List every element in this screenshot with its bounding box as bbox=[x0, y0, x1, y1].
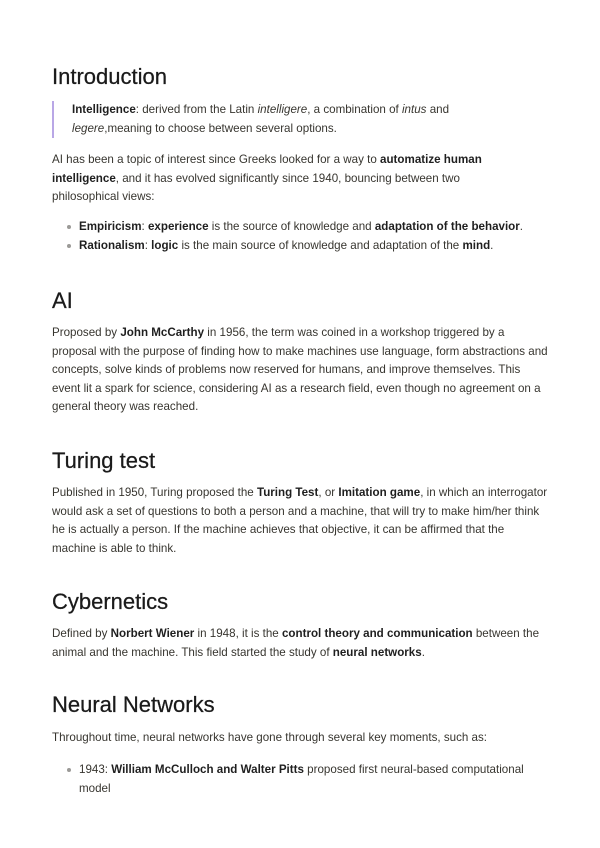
text-segment: . bbox=[490, 238, 494, 252]
bold-phrase: experience bbox=[147, 220, 209, 233]
cybernetics-paragraph bbox=[52, 625, 548, 662]
introduction-heading: Introduction bbox=[52, 64, 167, 89]
quote-text bbox=[72, 101, 548, 138]
list-item-1943 bbox=[52, 761, 548, 798]
bold-phrase: logic bbox=[151, 238, 179, 252]
bold-phrase: John McCarthy bbox=[120, 326, 205, 339]
cybernetics-heading: Cybernetics bbox=[52, 589, 169, 614]
neural-networks-heading: Neural Networks bbox=[52, 692, 215, 717]
bold-phrase: William McCulloch and Walter Pitts bbox=[111, 763, 304, 776]
introduction-paragraph bbox=[52, 151, 522, 207]
key-moments-list bbox=[52, 761, 548, 798]
bold-phrase: Imitation game bbox=[338, 486, 421, 499]
view-name: Rationalism bbox=[79, 238, 145, 252]
text-segment: Defined by bbox=[52, 627, 111, 640]
quote-text-segment: , a combination of bbox=[307, 103, 402, 116]
text-segment: , or bbox=[318, 486, 339, 499]
intelligence-quote bbox=[52, 101, 548, 138]
text-segment: in 1948, it is the bbox=[194, 627, 282, 640]
text-segment: is the source of knowledge and bbox=[208, 220, 375, 233]
text-segment: proposed first neural-based computational model bbox=[79, 763, 524, 795]
text-segment: AI has been a topic of interest since Greeks looked for a way to bbox=[52, 153, 381, 166]
bold-phrase: adaptation of the behavior bbox=[374, 220, 520, 233]
quote-term: Intelligence bbox=[72, 103, 136, 116]
bold-phrase: control theory and communication bbox=[281, 627, 473, 640]
text-segment: : bbox=[144, 238, 152, 252]
list-item-rationalism bbox=[52, 237, 548, 256]
bold-phrase: Turing Test bbox=[256, 486, 319, 499]
text-segment: between the animal and the machine. This field started the study of bbox=[52, 627, 540, 659]
philosophical-views-list bbox=[52, 218, 548, 255]
latin-word: legere bbox=[72, 121, 105, 135]
text-segment: . bbox=[421, 645, 425, 659]
bold-phrase: automatize human intelligence bbox=[52, 153, 482, 185]
text-segment: 1943: bbox=[79, 763, 112, 776]
ai-heading: AI bbox=[52, 288, 73, 313]
ai-paragraph bbox=[52, 324, 548, 417]
text-segment: : bbox=[141, 220, 148, 233]
text-segment: is the main source of knowledge and adaptation of the bbox=[178, 238, 463, 252]
neural-networks-paragraph: Throughout time, neural networks have gone through several key moments, such as: bbox=[52, 731, 487, 744]
text-segment: Proposed by bbox=[52, 326, 121, 339]
text-segment: , in which an interrogator would ask a set of questions to both a person and a machine, that will try to make him/her think he is actually a person. If the machine achieves that objective, it can be affirmed that the machine is able to think. bbox=[52, 486, 548, 555]
view-name: Empiricism bbox=[79, 220, 142, 233]
text-segment: , and it has evolved significantly since 1940, bouncing between two philosophical views: bbox=[52, 171, 460, 203]
list-item-empiricism bbox=[52, 218, 548, 237]
latin-word: intus bbox=[401, 103, 427, 116]
quote-text-segment: : derived from the Latin bbox=[135, 103, 258, 116]
text-segment: in 1956, the term was coined in a workshop triggered by a proposal with the purpose of finding how to make machines use language, form abstractions and concepts, solve kinds of problems now reserved for humans, and improve themselves. This event lit a spark for science, considering AI as a research field, even though no agreement on a general theory was reached. bbox=[52, 326, 548, 413]
text-segment: Published in 1950, Turing proposed the bbox=[52, 486, 257, 499]
bold-phrase: Norbert Wiener bbox=[110, 627, 195, 640]
turing-test-heading: Turing test bbox=[52, 448, 156, 473]
text-segment: . bbox=[519, 220, 524, 233]
quote-text-segment: and bbox=[426, 103, 450, 116]
quote-text-segment: ,meaning to choose between several options. bbox=[104, 121, 337, 135]
bold-phrase: mind bbox=[462, 238, 491, 252]
turing-test-paragraph bbox=[52, 484, 548, 558]
latin-word: intelligere bbox=[257, 103, 308, 116]
bold-phrase: neural networks bbox=[332, 645, 422, 659]
